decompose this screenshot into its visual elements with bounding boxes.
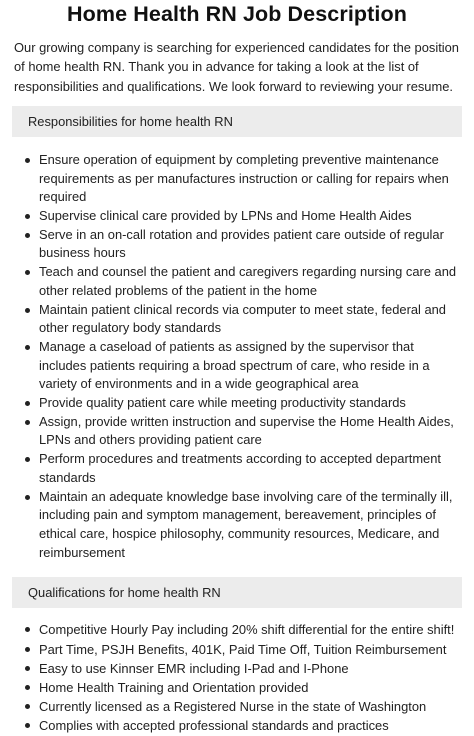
bullet-icon [25,457,30,462]
list-item-text: Maintain patient clinical records via computer to meet state, federal and other regulatory body standards [39,301,446,336]
list-item [39,207,462,226]
list-item-text: Competitive Hourly Pay including 20% shift differential for the entire shift! [39,622,455,638]
bullet-icon [25,401,30,406]
bullet-icon [25,345,30,350]
bullet-icon [25,495,30,500]
qualifications-heading: Qualifications for home health RN [12,577,462,608]
bullet-icon [25,270,30,275]
list-item [39,226,462,263]
list-item-text: Provide quality patient care while meeting productivity standards [39,395,406,411]
list-item [39,620,462,639]
list-item-text: Easy to use Kinnser EMR including I-Pad and I-Phone [39,660,349,676]
bullet-icon [25,308,30,313]
list-item [39,263,462,300]
responsibilities-list [12,151,462,562]
intro-paragraph: Our growing company is searching for experienced candidates for the position of home health RN. Thank you in advance for taking a look at the list of responsibilities and qualifications. We look forward to reviewing your resume. [14,40,459,94]
bullet-icon [25,704,30,709]
list-item-text: Teach and counsel the patient and caregivers regarding nursing care and other related problems of the patient in the home [39,264,457,298]
list-item-text: Home Health Training and Orientation provided [39,679,309,695]
list-item-text: Serve in an on-call rotation and provides patient care outside of regular business hours [39,226,444,261]
bullet-icon [25,214,30,219]
list-item [39,640,462,659]
responsibilities-heading: Responsibilities for home health RN [12,106,462,137]
bullet-icon [25,420,30,425]
bullet-icon [25,666,30,671]
list-item [39,697,462,716]
list-item-text: Supervise clinical care provided by LPNs and Home Health Aides [39,208,412,223]
list-item [39,301,462,338]
list-item [39,678,462,697]
list-item [39,659,462,678]
list-item [39,151,462,207]
list-item-text: Assign, provide written instruction and supervise the Home Health Aides, LPNs and others providing patient care [39,413,454,448]
list-item-text: Manage a caseload of patients as assigned by the supervisor that includes patients requiring a broad spectrum of care, who reside in a variety of environments and in a wide geographical area [39,338,430,392]
bullet-icon [25,723,30,728]
list-item [39,716,462,735]
page-title: Home Health RN Job Description [67,2,407,26]
bullet-icon [25,158,30,163]
list-item-text: Ensure operation of equipment by completing preventive maintenance requirements as per manufactures instruction or calling for repairs when required [39,151,449,205]
bullet-icon [25,233,30,238]
list-item-text: Complies with accepted professional standards and practices [39,718,389,734]
list-item-text: Currently licensed as a Registered Nurse in the state of Washington [39,699,427,715]
list-item-text: Maintain an adequate knowledge base involving care of the terminally ill, including pain and symptom management, bereavement, principles of ethical care, hospice philosophy, community resources, Medicare, and reimbursement [39,488,453,560]
list-item [39,394,462,413]
list-item-text: Part Time, PSJH Benefits, 401K, Paid Time Off, Tuition Reimbursement [39,641,447,657]
bullet-icon [25,627,30,632]
list-item [39,450,462,487]
list-item [39,338,462,394]
list-item [39,413,462,450]
list-item [39,488,462,563]
list-item-text: Perform procedures and treatments according to accepted department standards [39,451,441,485]
bullet-icon [25,647,30,652]
qualifications-list [12,620,462,735]
bullet-icon [25,685,30,690]
